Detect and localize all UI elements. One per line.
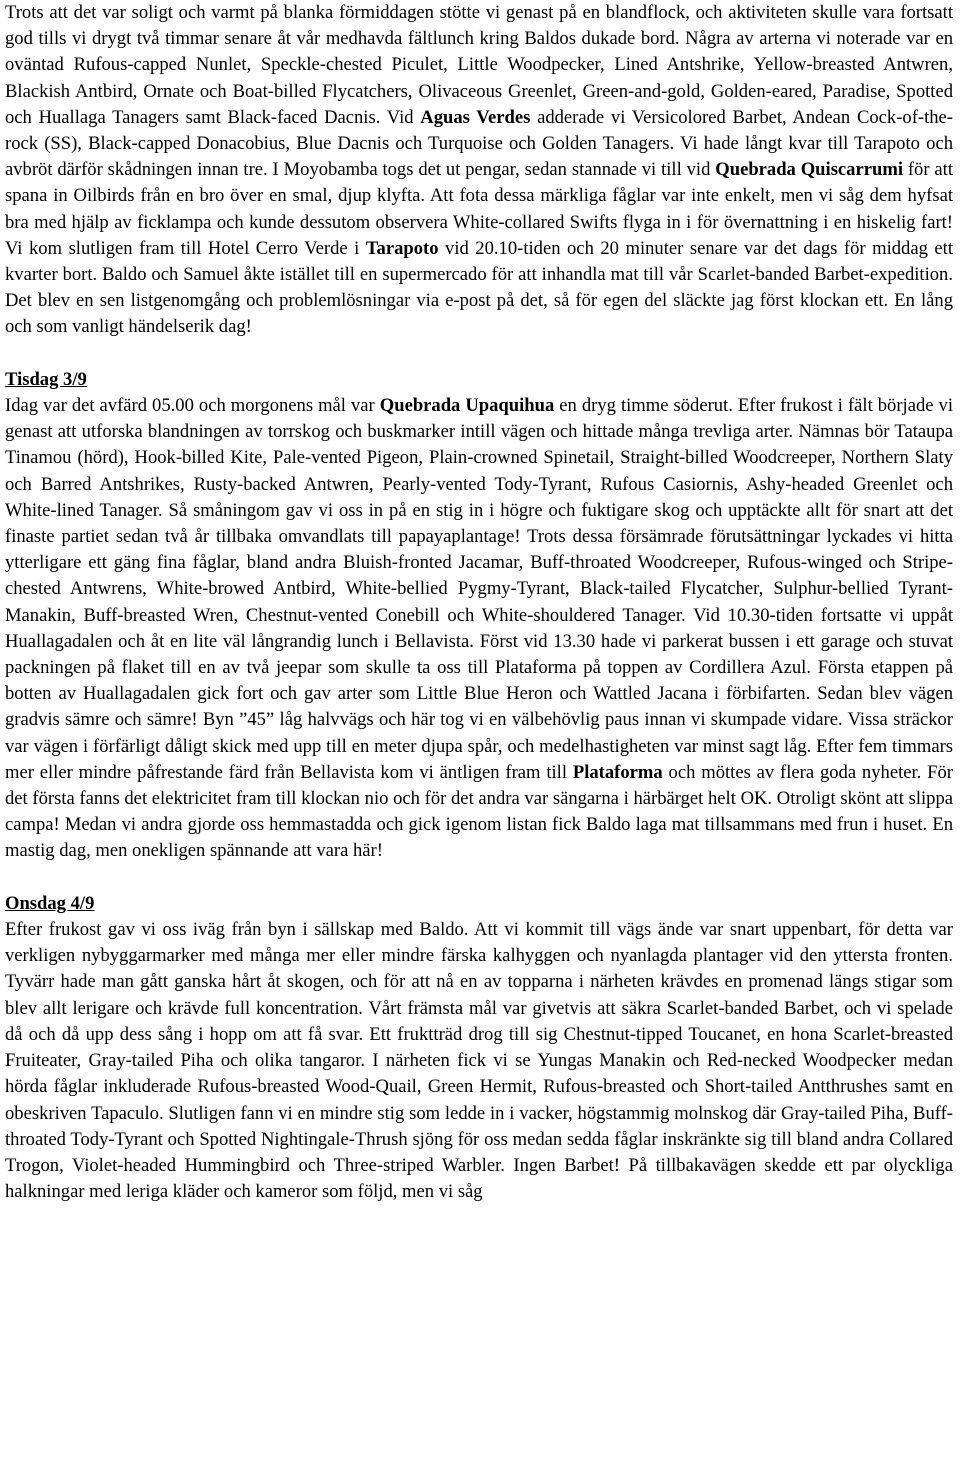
paragraph-travel-day-1: Trots att det var soligt och varmt på blanka förmiddagen stötte vi genast på en blandflock, och aktiviteten skulle vara fortsatt god tills vi drygt två timmar senare åt vår medhavda fältlunch kring Baldos dukade bord. Några av arterna vi noterade var en oväntad Rufous-capped Nunlet, Speckle-chested Piculet, Little Woodpecker, Lined Antshrike, Yellow-breasted Antwren, Blackish Antbird, Ornate och Boat-billed Flycatchers, Olivaceous Greenlet, Green-and-gold, Golden-eared, Paradise, Spotted och Huallaga Tanagers samt Black-faced Dacnis. Vid Aguas Verdes adderade vi Versicolored Barbet, Andean Cock-of-the-rock (SS), Black-capped Donacobius, Blue Dacnis och Turquoise och Golden Tanagers. Vi hade långt kvar till Tarapoto och avbröt därför skådningen innan tre. I Moyobamba togs det ut pengar, sedan stannade vi till vid Quebrada Quiscarrumi för att spana in Oilbirds från en bro över en smal, djup klyfta. Att fota dessa märkliga fåglar var inte enkelt, men vi såg dem hyfsat bra med hjälp av ficklampa och kunde dessutom observera White-collared Swifts flyga in i för övernattning i en hiskelig fart! Vi kom slutligen fram till Hotel Cerro Verde i Tarapoto vid 20.10-tiden och 20 minuter senare var det dags för middag ett kvarter bort. Baldo och Samuel åkte istället till en supermercado för att inhandla mat till vår Scarlet-banded Barbet-expedition. Det blev en sen listgenomgång och problemlösningar via e-post på det, så för egen del släckte jag först klockan ett. En lång och som vanligt händelserik dag!	[5, 2, 953, 338]
place-plataforma: Plataforma	[572, 761, 663, 783]
paragraph-gap	[5, 865, 953, 891]
paragraph-gap	[5, 341, 953, 367]
heading-onsdag: Onsdag 4/9	[5, 892, 95, 914]
place-tarapoto: Tarapoto	[365, 237, 439, 259]
paragraph-tisdag: Idag var det avfärd 05.00 och morgonens mål var Quebrada Upaquihua en dryg timme söderut. Efter frukost i fält började vi genast att utforska blandningen av torrskog och buskmarker intill vägen och hittade många trevliga arter. Nämnas bör Tataupa Tinamou (hörd), Hook-billed Kite, Pale-vented Pigeon, Plain-crowned Spinetail, Straight-billed Woodcreeper, Northern Slaty och Barred Antshrikes, Rusty-backed Antwren, Pearly-vented Tody-Tyrant, Rufous Casiornis, Ashy-headed Greenlet och White-lined Tanager. Så småningom gav vi oss in på en stig in i högre och fuktigare skog och upptäckte allt för snart att det finaste partiet sedan två år tillbaka omvandlats till papayaplantage! Trots dessa försämrade förutsättningar lyckades vi hitta ytterligare ett gäng fina fåglar, bland andra Bluish-fronted Jacamar, Buff-throated Woodcreeper, Rufous-winged och Stripe-chested Antwrens, White-browed Antbird, White-bellied Pygmy-Tyrant, Black-tailed Flycatcher, Sulphur-bellied Tyrant-Manakin, Buff-breasted Wren, Chestnut-vented Conebill och White-shouldered Tanager. Vid 10.30-tiden fortsatte vi uppåt Huallagadalen och åt en lite väl långrandig lunch i Bellavista. Först vid 13.30 hade vi parkerat bussen i ett garage och stuvat packningen på flaket till en av två jeepar som skulle ta oss till Plataforma på toppen av Cordillera Azul. Första etappen på botten av Huallagadalen gick fort och gav arter som Little Blue Heron och Wattled Jacana i förbifarten. Sedan blev vägen gradvis sämre och sämre! Byn ”45” låg halvvägs och här tog vi en välbehövlig paus innan vi skumpade vidare. Vissa sträckor var vägen i förfärligt dåligt skick med upp till en meter djupa spår, och medelhastigheten var minst sagt låg. Efter fem timmars mer eller mindre påfrestande färd från Bellavista kom vi äntligen fram till Plataforma och möttes av flera goda nyheter. För det första fanns det elektricitet fram till klockan nio och för det andra var sängarna i härbärget helt OK. Otroligt skönt att slippa campa! Medan vi andra gjorde oss hemmastadda och gick igenom listan fick Baldo laga mat tillsammans med frun i huset. En mastig dag, men onekligen spännande att vara här!	[5, 395, 953, 862]
place-quebrada-quiscarrumi: Quebrada Quiscarrumi	[715, 159, 903, 181]
place-aguas-verdes: Aguas Verdes	[420, 106, 531, 128]
place-quebrada-upaquihua: Quebrada Upaquihua	[379, 395, 555, 417]
paragraph-onsdag: Efter frukost gav vi oss iväg från byn i sällskap med Baldo. Att vi kommit till vägs ände var snart uppenbart, för detta var verkligen nybyggarmarker med många mer eller mindre färska kalhyggen och nyanlagda plantager vid den yttersta fronten. Tyvärr hade man gått ganska hårt åt skogen, och för att nå en av topparna i närheten krävdes en promenad längs stigar som blev allt lerigare och krävde full koncentration. Vårt främsta mål var givetvis att säkra Scarlet-banded Barbet, och vi spelade då och då upp dess sång i hopp om att få svar. Ett fruktträd drog till sig Chestnut-tipped Toucanet, en hona Scarlet-breasted Fruiteater, Gray-tailed Piha och olika tangaror. I närheten fick vi se Yungas Manakin och Red-necked Woodpecker medan hörda fåglar inkluderade Rufous-breasted Wood-Quail, Green Hermit, Rufous-breasted och Short-tailed Antthrushes samt en obeskriven Tapaculo. Slutligen fann vi en mindre stig som ledde in i vacker, högstammig molnskog där Gray-tailed Piha, Buff-throated Tody-Tyrant och Spotted Nightingale-Thrush sjöng för oss medan sedda fåglar inskränkte sig till bland andra Collared Trogon, Violet-headed Hummingbird och Three-striped Warbler. Ingen Barbet! På tillbakavägen skedde ett par olyckliga halkningar med leriga kläder och kameror som följd, men vi såg	[5, 919, 953, 1203]
document-page	[5, 0, 953, 1205]
heading-tisdag: Tisdag 3/9	[5, 368, 87, 390]
